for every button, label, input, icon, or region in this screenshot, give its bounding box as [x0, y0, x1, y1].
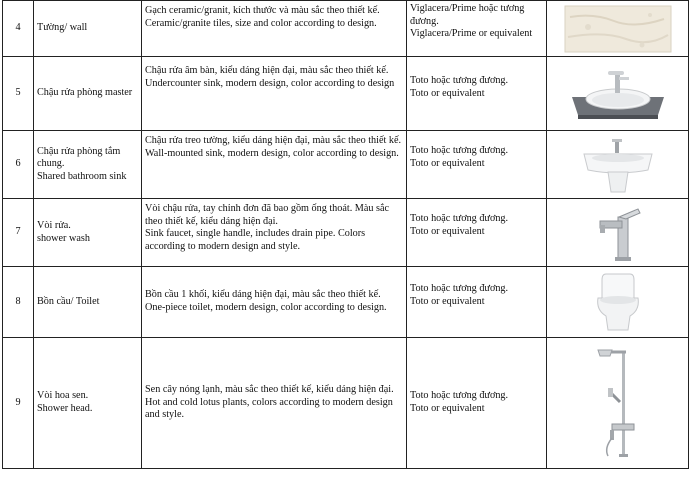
brand-vi: Toto hoặc tương đương.	[410, 75, 509, 86]
brand-en: Viglacera/Prime or equivalent	[410, 28, 533, 40]
table-row	[3, 267, 689, 338]
description-vi: Chậu rửa treo tường, kiểu dáng hiện đại, màu sắc theo thiết kế.	[145, 135, 402, 146]
item-description	[142, 338, 407, 469]
item-brand	[407, 338, 547, 469]
item-name	[34, 199, 142, 267]
item-name	[34, 131, 142, 199]
row-number: 8	[3, 267, 34, 338]
table-row	[3, 131, 689, 199]
row-number: 9	[3, 338, 34, 469]
row-number: 4	[3, 1, 34, 57]
item-brand	[407, 131, 547, 199]
item-image	[547, 57, 689, 131]
item-name-line: Bồn cầu/ Toilet	[37, 295, 100, 307]
item-name-line: Chậu rửa phòng tắm chung.	[37, 145, 121, 170]
item-image	[547, 267, 689, 338]
item-brand	[407, 1, 547, 57]
item-image	[547, 1, 689, 57]
description-vi: Bồn cầu 1 khối, kiểu dáng hiện đại, màu sắc theo thiết kế.	[145, 289, 381, 300]
item-image	[547, 131, 689, 199]
description-en: Undercounter sink, modern design, color according to design	[145, 77, 395, 89]
item-name	[34, 57, 142, 131]
item-brand	[407, 57, 547, 131]
description-vi: Chậu rửa âm bàn, kiểu dáng hiện đại, màu sắc theo thiết kế.	[145, 65, 389, 76]
item-name-line: shower wash	[37, 232, 90, 244]
table-row	[3, 57, 689, 131]
table-row	[3, 199, 689, 267]
brand-en: Toto or equivalent	[410, 87, 485, 99]
item-name-line: Vòi hoa sen.	[37, 390, 89, 402]
shower-column-icon	[586, 342, 650, 464]
brand-en: Toto or equivalent	[410, 403, 485, 414]
brand-en: Toto or equivalent	[410, 225, 485, 237]
item-name	[34, 1, 142, 57]
brand-vi: Toto hoặc tương đương.	[410, 283, 509, 294]
item-name	[34, 267, 142, 338]
brand-vi: Toto hoặc tương đương.	[410, 390, 509, 402]
brand-vi: Toto hoặc tương đương.	[410, 145, 509, 156]
brand-en: Toto or equivalent	[410, 157, 485, 169]
faucet-icon	[588, 203, 648, 263]
description-en: Hot and cold lotus plants, colors according to modern design and style.	[145, 396, 393, 421]
marble-tile-icon	[564, 5, 672, 53]
item-name-line: Tường/ wall	[37, 22, 88, 34]
brand-vi: Toto hoặc tương đương.	[410, 213, 509, 224]
item-image	[547, 199, 689, 267]
item-image	[547, 338, 689, 469]
item-description	[142, 267, 407, 338]
item-name-line: Vòi rửa.	[37, 219, 71, 231]
item-description	[142, 57, 407, 131]
item-name	[34, 338, 142, 469]
undercounter-sink-icon	[568, 63, 668, 125]
table-row	[3, 1, 689, 57]
item-description	[142, 131, 407, 199]
description-en: Ceramic/granite tiles, size and color according to design.	[145, 17, 377, 29]
toilet-icon	[590, 270, 646, 334]
item-name-line: Chậu rửa phòng master	[37, 87, 133, 99]
wall-mounted-sink-icon	[578, 136, 658, 194]
brand-vi: Viglacera/Prime hoặc tương đương.	[410, 3, 525, 27]
item-brand	[407, 267, 547, 338]
description-en: One-piece toilet, modern design, color according to design.	[145, 301, 387, 313]
description-en: Sink faucet, single handle, includes drain pipe. Colors according to modern design and style.	[145, 228, 366, 252]
table-row	[3, 338, 689, 469]
description-vi: Gạch ceramic/granit, kích thước và màu sắc theo thiết kế.	[145, 5, 380, 16]
description-vi: Sen cây nóng lạnh, màu sắc theo thiết kế, kiểu dáng hiện đại.	[145, 384, 394, 396]
row-number: 6	[3, 131, 34, 199]
description-vi: Vòi chậu rửa, tay chỉnh đơn đã bao gồm ống thoát. Màu sắc theo thiết kế, kiểu dáng hiện đại.	[145, 203, 390, 227]
description-en: Wall-mounted sink, modern design, color according to design.	[145, 147, 399, 159]
item-description	[142, 1, 407, 57]
item-name-line: Shared bathroom sink	[37, 170, 127, 182]
spec-table	[2, 0, 689, 469]
row-number: 7	[3, 199, 34, 267]
item-description	[142, 199, 407, 267]
item-name-line: Shower head.	[37, 403, 93, 414]
item-brand	[407, 199, 547, 267]
brand-en: Toto or equivalent	[410, 295, 485, 307]
row-number: 5	[3, 57, 34, 131]
